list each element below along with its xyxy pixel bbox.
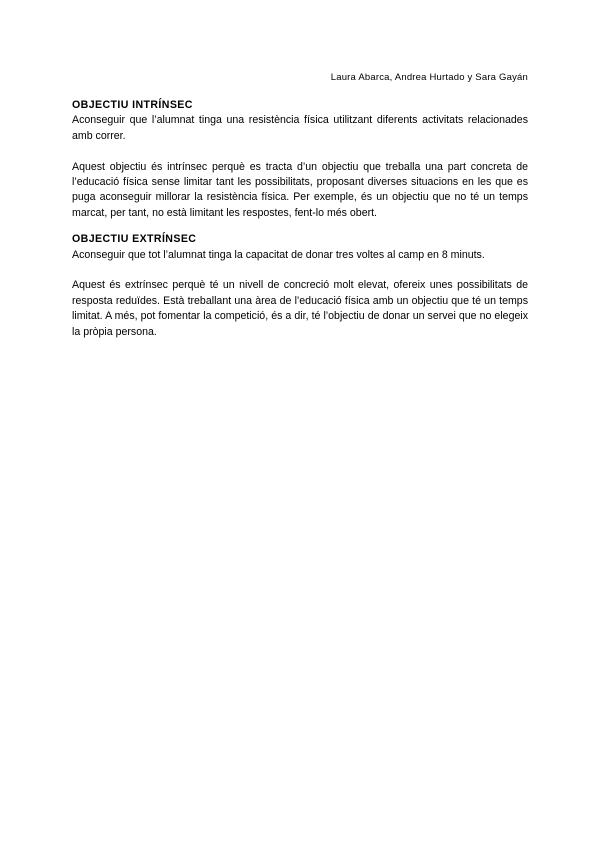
section-intrinsic-objective [72, 98, 528, 221]
document-body [72, 98, 528, 340]
objective-statement: Aconseguir que l’alumnat tinga una resistència física utilitzant diferents activitats relacionades amb correr. [72, 114, 528, 142]
section-heading: OBJECTIU INTRÍNSEC [72, 99, 193, 111]
section-extrinsic-objective [72, 232, 528, 340]
objective-statement: Aconseguir que tot l’alumnat tinga la capacitat de donar tres voltes al camp en 8 minuts. [72, 248, 485, 261]
objective-explanation: Aquest és extrínsec perquè té un nivell de concreció molt elevat, ofereix unes possibilitats de resposta reduïdes. Està treballant una àrea de l’educació física amb un objectiu que té un temps limitat. A més, pot fomentar la competició, és a dir, té l’objectiu de donar un servei que no elegeix la pròpia persona. [72, 279, 528, 338]
section-heading: OBJECTIU EXTRÍNSEC [72, 233, 197, 246]
authors-line: Laura Abarca, Andrea Hurtado y Sara Gayán [330, 72, 528, 83]
paragraph-spacer [72, 144, 528, 159]
objective-explanation: Aquest objectiu és intrínsec perquè es tracta d’un objectiu que treballa una part concreta de l’educació física sense limitar tant les possibilitats, proposant diverses situacions en les que es puga aconseguir millorar la resistència física. Per exemple, és un objectiu que no té un temps marcat, per tant, no està limitant les respostes, fent-lo més obert. [72, 160, 528, 219]
section-spacer [72, 221, 528, 232]
paragraph-spacer [72, 263, 528, 278]
